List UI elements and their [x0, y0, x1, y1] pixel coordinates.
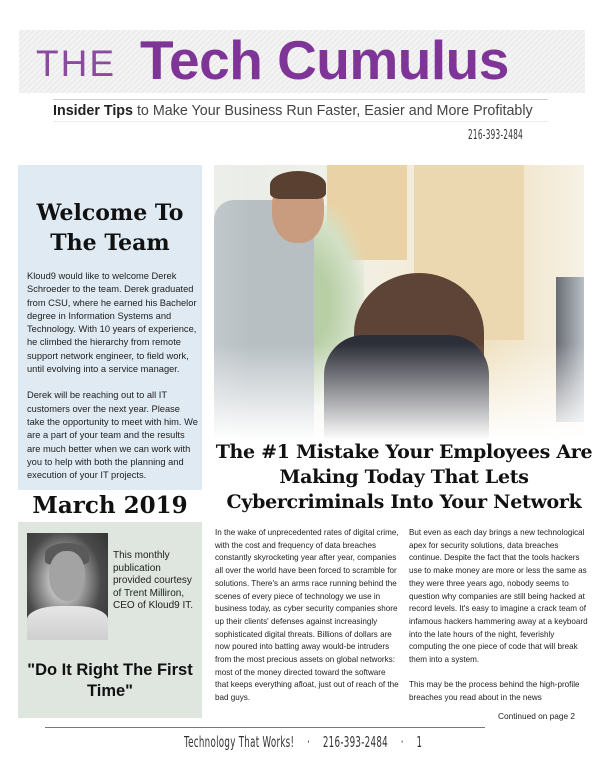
article-headline: The #1 Mistake Your Employees Are Making Today That Lets Cybercriminals Into Your Network [215, 441, 593, 513]
tagline-rest: to Make Your Business Run Faster, Easier and More Profitably [132, 103, 533, 119]
headshot-face [49, 551, 85, 601]
footer-rule [45, 727, 485, 728]
footer-slogan: Technology That Works! [184, 733, 295, 751]
masthead-phone: 216-393-2484 [468, 128, 524, 143]
photo-fade [214, 165, 584, 440]
article-column-2 [409, 527, 592, 718]
footer [184, 733, 422, 751]
article-photo [214, 165, 584, 440]
ceo-headshot [27, 533, 108, 640]
masthead-title: Tech Cumulus [140, 29, 509, 91]
tagline-rule-top [53, 99, 548, 100]
footer-page-number: 1 [416, 733, 423, 751]
tagline [53, 103, 548, 120]
headshot-shirt [27, 606, 108, 640]
masthead-the: THE [36, 43, 116, 84]
footer-separator: · [400, 733, 404, 751]
article-paragraph: But even as each day brings a new technological apex for security solutions, data breaches continue. Despite the fact that the tools hackers use to make money are more or less the same as they were three years ago, nobody seems to question why companies are still being hacked at record levels. It's easy to imagine a crack team of infamous hackers hammering away at a keyboard into the late hours of the night, feverishly computing the one piece of code that will break them into a system. [409, 528, 588, 665]
issue-date: March 2019 [32, 492, 188, 519]
welcome-body [27, 270, 199, 495]
article-column-1 [215, 527, 400, 718]
footer-phone: 216-393-2484 [322, 733, 388, 751]
footer-separator: · [307, 733, 311, 751]
tagline-bold: Insider Tips [53, 103, 133, 119]
continued-link[interactable]: Continued on page 2 [498, 711, 576, 721]
welcome-heading: Welcome To The Team [36, 200, 184, 256]
welcome-paragraph: Kloud9 would like to welcome Derek Schroeder to the team. Derek graduated from CSU, where he earned his Bachelor degree in Information Systems and Technology. With 10 years of experience, he climbed the hierarchy from remote support network engineer, to field work, until evolving into a service manager. [27, 271, 197, 375]
article-paragraph: This may be the process behind the high-profile breaches you read about in the news [409, 680, 580, 703]
courtesy-text: This monthly publication provided courtesy of Trent Milliron, CEO of Kloud9 IT. [113, 550, 194, 612]
motto-quote: "Do It Right The First Time" [27, 661, 193, 700]
welcome-paragraph: Derek will be reaching out to all IT customers over the next year. Please take the opportunity to meet with him. We are a part of your team and the results are much better when we can work with you to help with both the planning and execution of your IT projects. [27, 390, 198, 481]
article-paragraph: In the wake of unprecedented rates of digital crime, with the cost and frequency of data breaches constantly skyrocketing year after year, companies all over the world have been forced to scramble for solutions. There's an arms race running behind the scenes of every piece of technology we use in business today, as cyber security companies shore up their clients' defenses against increasingly sophisticated digital threats. Billions of dollars are now poured into batting away would-be intruders from the most precious assets on global networks: most of the money directed toward the software that keeps everything afloat, just out of reach of the bad guys. [215, 528, 399, 703]
tagline-rule-bottom [53, 121, 548, 122]
